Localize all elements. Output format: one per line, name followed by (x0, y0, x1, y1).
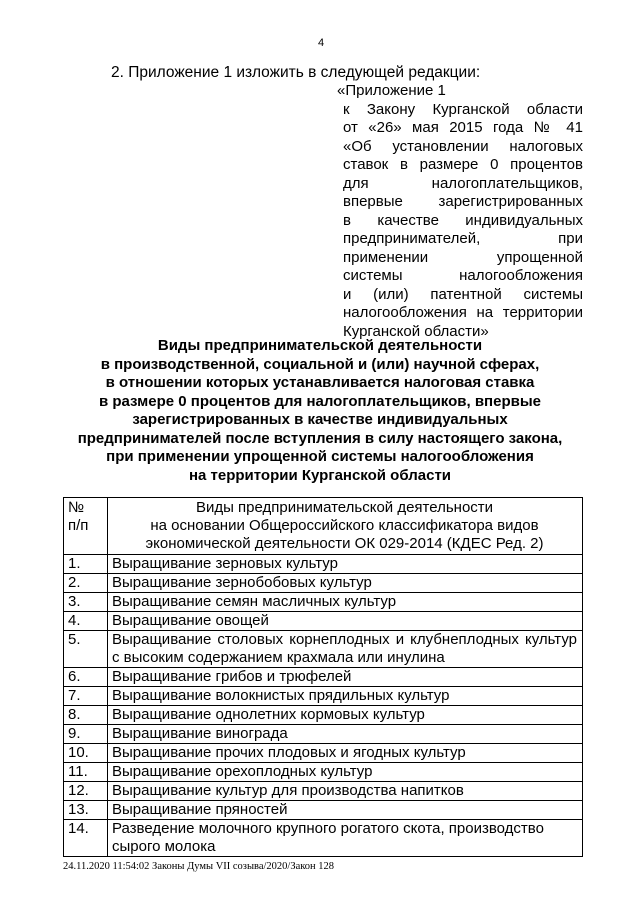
row-number: 14. (64, 820, 108, 857)
table-row (64, 687, 583, 706)
appendix-ref-line: к Закону Курганской области (343, 100, 583, 118)
row-text: Выращивание зернобобовых культур (108, 574, 583, 593)
row-text: Выращивание грибов и трюфелей (108, 668, 583, 687)
appendix-ref-line: налогообложения на территории (343, 304, 583, 321)
appendix-ref-line: системы налогообложения (343, 267, 583, 284)
heading-line: зарегистрированных в качестве индивидуальных (132, 411, 508, 428)
row-text: Выращивание волокнистых прядильных культур (108, 687, 583, 706)
table-row (64, 612, 583, 631)
appendix-ref-line: впервые зарегистрированных (343, 193, 583, 210)
header-number-line: № (68, 499, 85, 516)
heading-line: в отношении которых устанавливается налоговая ставка (105, 374, 535, 391)
row-number: 12. (64, 782, 108, 801)
table-header-row (64, 498, 583, 555)
page-number: 4 (318, 37, 325, 49)
row-number: 11. (64, 763, 108, 782)
appendix-ref-line: от «26» мая 2015 года № 41 (343, 119, 583, 136)
table-row (64, 555, 583, 574)
row-text: Выращивание орехоплодных культур (108, 763, 583, 782)
row-number: 10. (64, 744, 108, 763)
appendix-ref-line: применении упрощенной (343, 248, 583, 266)
table-row (64, 631, 583, 668)
row-text: Выращивание пряностей (108, 801, 583, 820)
heading-line: на территории Курганской области (188, 466, 452, 484)
row-text: Выращивание семян масличных культур (108, 593, 583, 612)
row-number: 2. (64, 574, 108, 593)
header-description-line: экономической деятельности ОК 029-2014 (КДЕС Ред. 2) (145, 535, 544, 552)
table-row (64, 593, 583, 612)
appendix-ref-line: в качестве индивидуальных (343, 211, 583, 229)
row-text: Выращивание культур для производства напитков (108, 782, 583, 801)
appendix-ref-line: и (или) патентной системы (343, 285, 583, 303)
appendix-reference (337, 82, 583, 341)
row-number: 4. (64, 612, 108, 631)
header-description-line: на основании Общероссийского классификатора видов (150, 517, 539, 534)
header-number (64, 498, 108, 555)
table-row (64, 801, 583, 820)
header-description (108, 498, 583, 555)
row-number: 8. (64, 706, 108, 725)
heading-line: при применении упрощенной системы налогообложения (106, 448, 534, 465)
row-number: 13. (64, 801, 108, 820)
row-number: 3. (64, 593, 108, 612)
row-number: 5. (64, 631, 108, 668)
heading-line: Виды предпринимательской деятельности (157, 337, 483, 354)
appendix-ref-line: для налогоплательщиков, (343, 174, 583, 192)
appendix-ref-line: предпринимателей, при (343, 230, 583, 247)
row-text: Выращивание прочих плодовых и ягодных культур (108, 744, 583, 763)
table-row (64, 706, 583, 725)
table-row (64, 725, 583, 744)
heading-line: предпринимателей после вступления в силу настоящего закона, (77, 429, 563, 447)
table-row (64, 820, 583, 857)
section-heading (40, 337, 600, 485)
intro-text: 2. Приложение 1 изложить в следующей редакции: (111, 64, 481, 81)
row-number: 9. (64, 725, 108, 744)
row-number: 7. (64, 687, 108, 706)
row-number: 1. (64, 555, 108, 574)
row-text: Выращивание овощей (108, 612, 583, 631)
row-text: Выращивание столовых корнеплодных и клубнеплодных культур с высоким содержанием крахмала или инулина (108, 631, 583, 668)
appendix-ref-line: Курганской области» (343, 322, 489, 340)
heading-line: в производственной, социальной и (или) научной сферах, (100, 355, 540, 373)
document-footer: 24.11.2020 11:54:02 Законы Думы VII созыва/2020/Закон 128 (63, 861, 335, 872)
appendix-ref-line: «Об установлении налоговых (343, 137, 583, 155)
row-text: Выращивание однолетних кормовых культур (108, 706, 583, 725)
row-text: Разведение молочного крупного рогатого скота, производство сырого молока (108, 820, 583, 857)
table-row (64, 763, 583, 782)
heading-line: в размере 0 процентов для налогоплательщиков, впервые (98, 392, 541, 410)
header-number-line: п/п (68, 517, 89, 534)
table-row (64, 574, 583, 593)
table-row (64, 744, 583, 763)
row-text: Выращивание винограда (108, 725, 583, 744)
row-text: Выращивание зерновых культур (108, 555, 583, 574)
row-number: 6. (64, 668, 108, 687)
table-row (64, 782, 583, 801)
header-description-line: Виды предпринимательской деятельности (195, 499, 494, 516)
table-row (64, 668, 583, 687)
appendix-ref-line: ставок в размере 0 процентов (343, 156, 583, 173)
activities-table (63, 497, 583, 857)
appendix-ref-line: «Приложение 1 (337, 82, 446, 99)
